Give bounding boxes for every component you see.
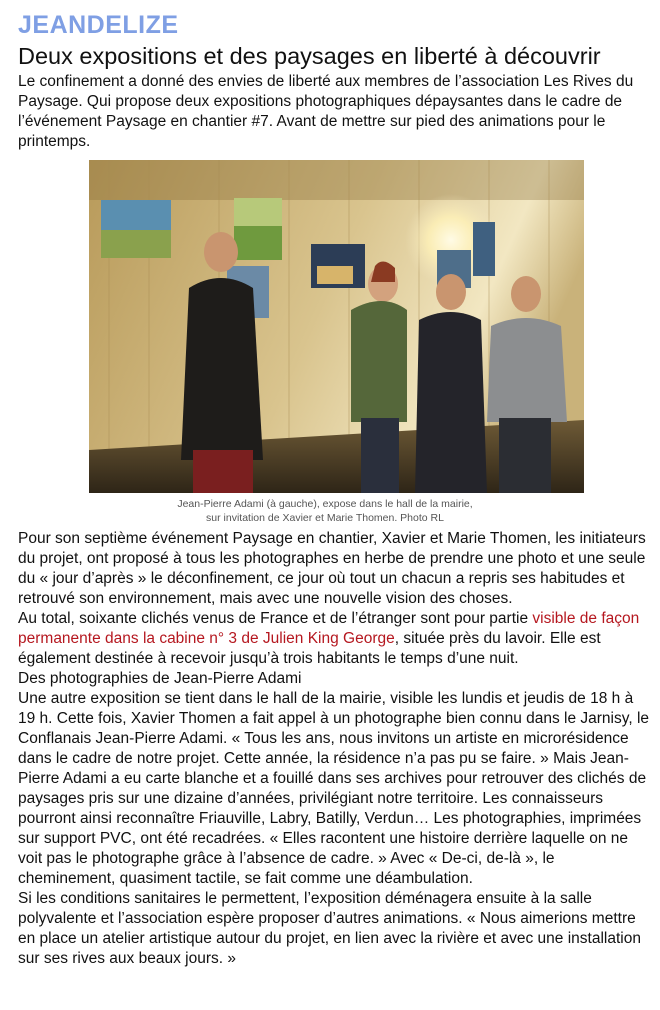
article-body [18,529,650,969]
article-kicker: JEANDELIZE [18,11,179,39]
article-paragraph-1: Pour son septième événement Paysage en chantier, Xavier et Marie Thomen, les initiateurs du projet, ont proposé à tous les photographes en herbe de prendre une photo et une seule du « jour d’après » le déconfinement, ce jour où tout un chacun a repris ses habitudes et retrouvé son environnement, mais avec une nouvelle vision des choses. [18,530,646,607]
article-paragraph-4: Si les conditions sanitaires le permettent, l’exposition déménagera ensuite à la salle polyvalente et l’association espère proposer d’autres animations. « Nous aimerions mettre en place un atelier artistique autour du projet, en lien avec la rivière et avec une installation sur ses rives aux beaux jours. » [18,890,641,967]
article-headline: Deux expositions et des paysages en liberté à découvrir [18,43,601,69]
article-paragraph-2 [18,609,650,669]
article-page [0,10,660,1010]
cabin-link[interactable]: visible de façon permanente dans la cabine n° 3 de Julien King George [18,610,640,647]
article-paragraph-3: Une autre exposition se tient dans le hall de la mairie, visible les lundis et jeudis de 18 h à 19 h. Cette fois, Xavier Thomen a fait appel à un photographe bien connu dans le Jarnisy, le Conflanais Jean-Pierre Adami. « Tous les ans, nous invitons un artiste en microrésidence dans le cadre de notre projet. Cette année, la résidence n’a pas pu se faire. » Mais Jean-Pierre Adami a eu carte blanche et a fouillé dans ses archives pour retrouver des clichés de paysages pris sur une dizaine d’années, privilégiant notre territoire. Les connaisseurs pourront ainsi reconnaître Friauville, Labry, Batilly, Verdun… Les photographies, imprimées sur support PVC, ont été recadrées. « Elles racontent une histoire derrière laquelle on ne voit pas le photographe grâce à l’absence de cadre. » Avec « De-ci, de-là », le cheminement, quasiment tactile, se fait comme une déambulation. [18,690,650,887]
article-photo [89,160,584,493]
article-lead: Le confinement a donné des envies de liberté aux membres de l’association Les Rives du Paysage. Qui propose deux expositions photographiques dépaysantes dans le cadre de l’événement Paysage en chantier #7. Avant de mettre sur pied des animations pour le printemps. [18,73,634,150]
photo-caption-line-1: Jean-Pierre Adami (à gauche), expose dans le hall de la mairie, [177,498,473,510]
paragraph-2-text-after: , située près du lavoir. Elle est également destinée à recevoir jusqu’à trois habitants le temps d’une nuit. [18,630,601,667]
paragraph-2-text-before: Au total, soixante clichés venus de France et de l’étranger sont pour partie [18,610,533,627]
photo-caption [18,497,650,525]
photo-caption-line-2: sur invitation de Xavier et Marie Thomen. Photo RL [206,512,444,524]
exhibition-photo [89,160,584,493]
article-subhead: Des photographies de Jean-Pierre Adami [18,670,302,687]
